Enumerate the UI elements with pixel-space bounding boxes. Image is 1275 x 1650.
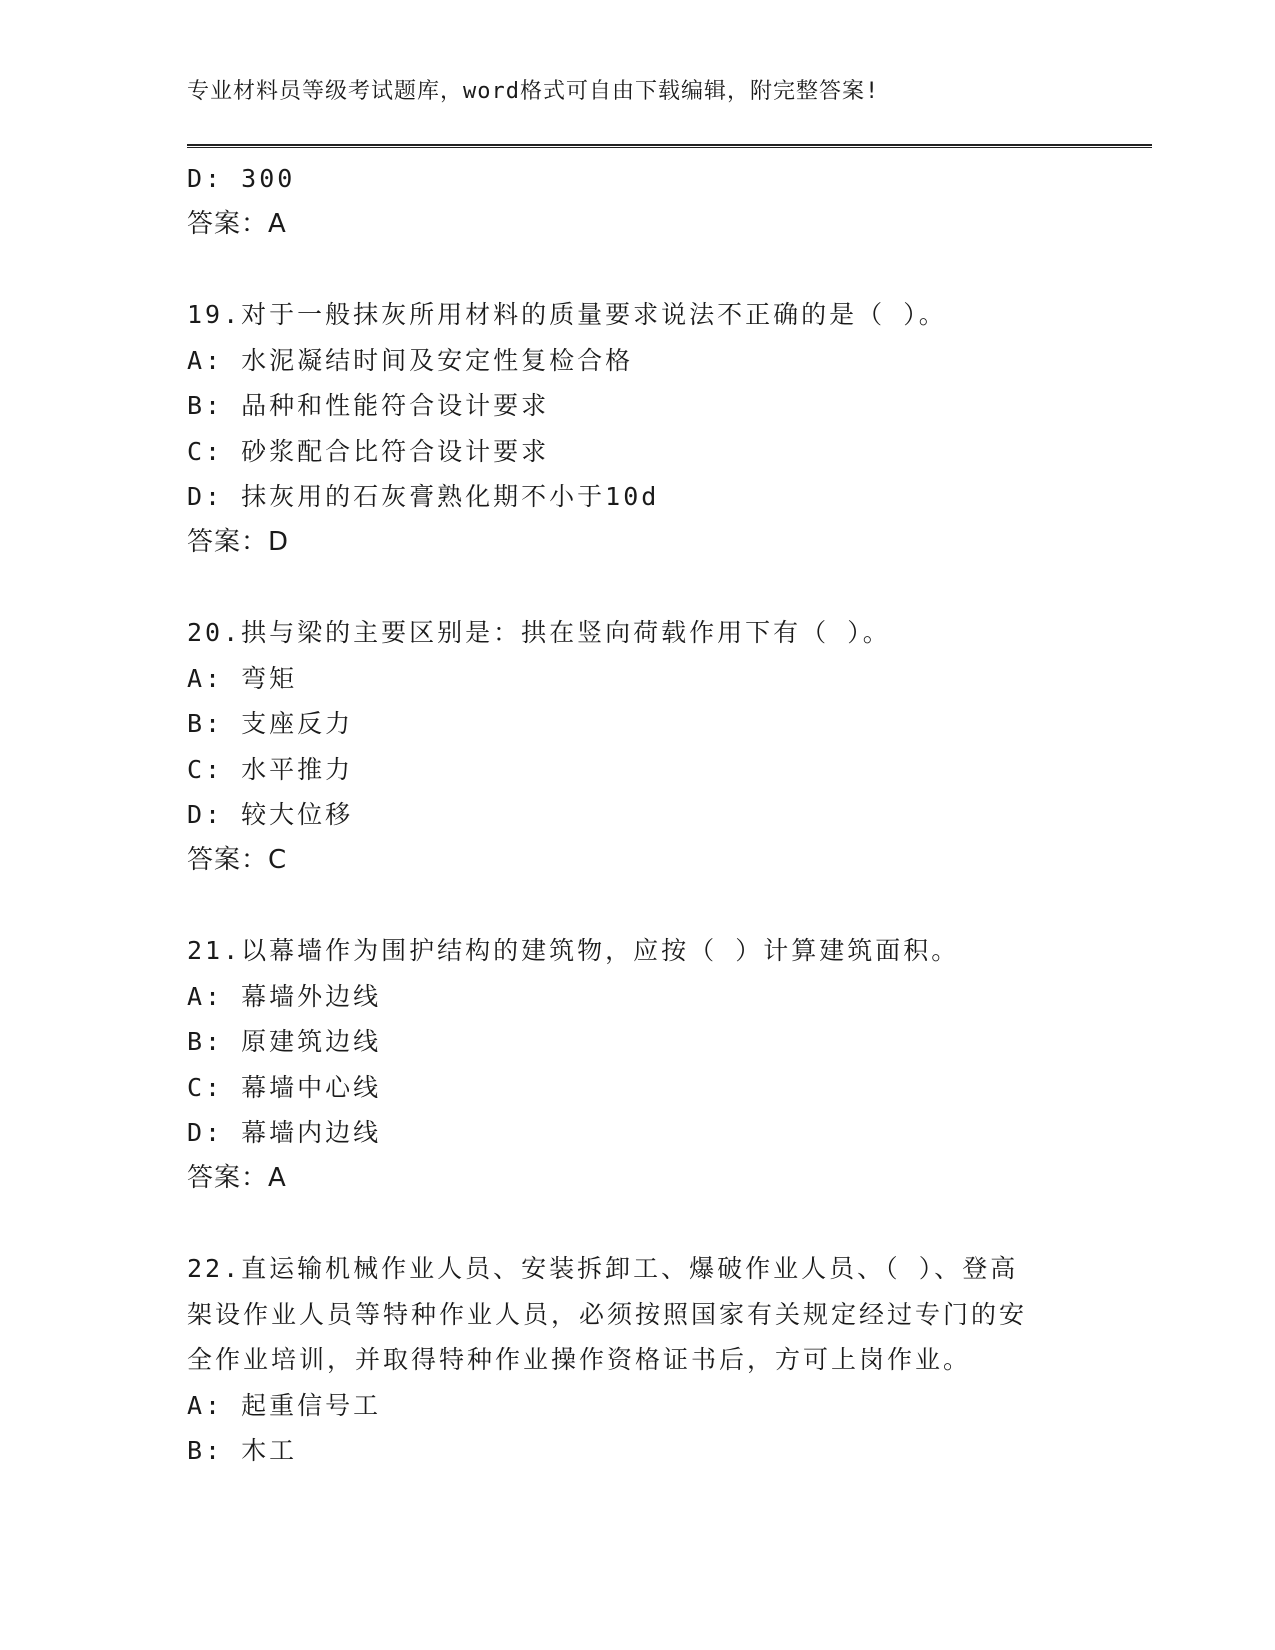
option-b: B: 支座反力	[187, 709, 354, 738]
option-a: A: 幕墙外边线	[187, 981, 382, 1011]
question-stem-line-1: 22.直运输机械作业人员、安装拆卸工、爆破作业人员、（ ）、登高	[187, 1254, 1019, 1283]
question-20	[187, 610, 1067, 883]
option-b: B: 木工	[187, 1436, 298, 1465]
document-body	[187, 156, 1067, 1474]
option-a: A: 弯矩	[187, 663, 298, 693]
question-stem: 20.拱与梁的主要区别是：拱在竖向荷载作用下有（ ）。	[187, 618, 891, 647]
carryover-block	[187, 156, 1067, 247]
option-b: B: 原建筑边线	[187, 1027, 382, 1056]
option-a: A: 起重信号工	[187, 1390, 382, 1420]
answer: 答案：A	[187, 1162, 287, 1193]
answer: 答案：D	[187, 526, 290, 557]
option-b: B: 品种和性能符合设计要求	[187, 391, 550, 420]
answer: 答案：A	[187, 208, 287, 239]
option-c: C: 幕墙中心线	[187, 1072, 382, 1102]
option-a: A: 水泥凝结时间及安定性复检合格	[187, 345, 634, 375]
page-header: 专业材料员等级考试题库，word格式可自由下载编辑，附完整答案!	[187, 79, 880, 104]
answer: 答案：C	[187, 844, 288, 875]
question-stem-line-3: 全作业培训，并取得特种作业操作资格证书后，方可上岗作业。	[187, 1345, 972, 1374]
option-d: D: 抹灰用的石灰膏熟化期不小于10d	[187, 482, 660, 511]
option-c: C: 砂浆配合比符合设计要求	[187, 436, 550, 466]
question-stem-line-2: 架设作业人员等特种作业人员，必须按照国家有关规定经过专门的安	[187, 1299, 1028, 1329]
question-stem: 19.对于一般抹灰所用材料的质量要求说法不正确的是（ ）。	[187, 300, 947, 329]
header-divider	[187, 144, 1152, 148]
option-c: C: 水平推力	[187, 754, 354, 784]
question-stem: 21.以幕墙作为围护结构的建筑物，应按（ ）计算建筑面积。	[187, 936, 960, 965]
option-d: D: 300	[187, 164, 296, 193]
question-19	[187, 292, 1067, 565]
option-d: D: 较大位移	[187, 800, 354, 829]
option-d: D: 幕墙内边线	[187, 1118, 382, 1147]
question-21	[187, 928, 1067, 1201]
question-22	[187, 1246, 1067, 1474]
